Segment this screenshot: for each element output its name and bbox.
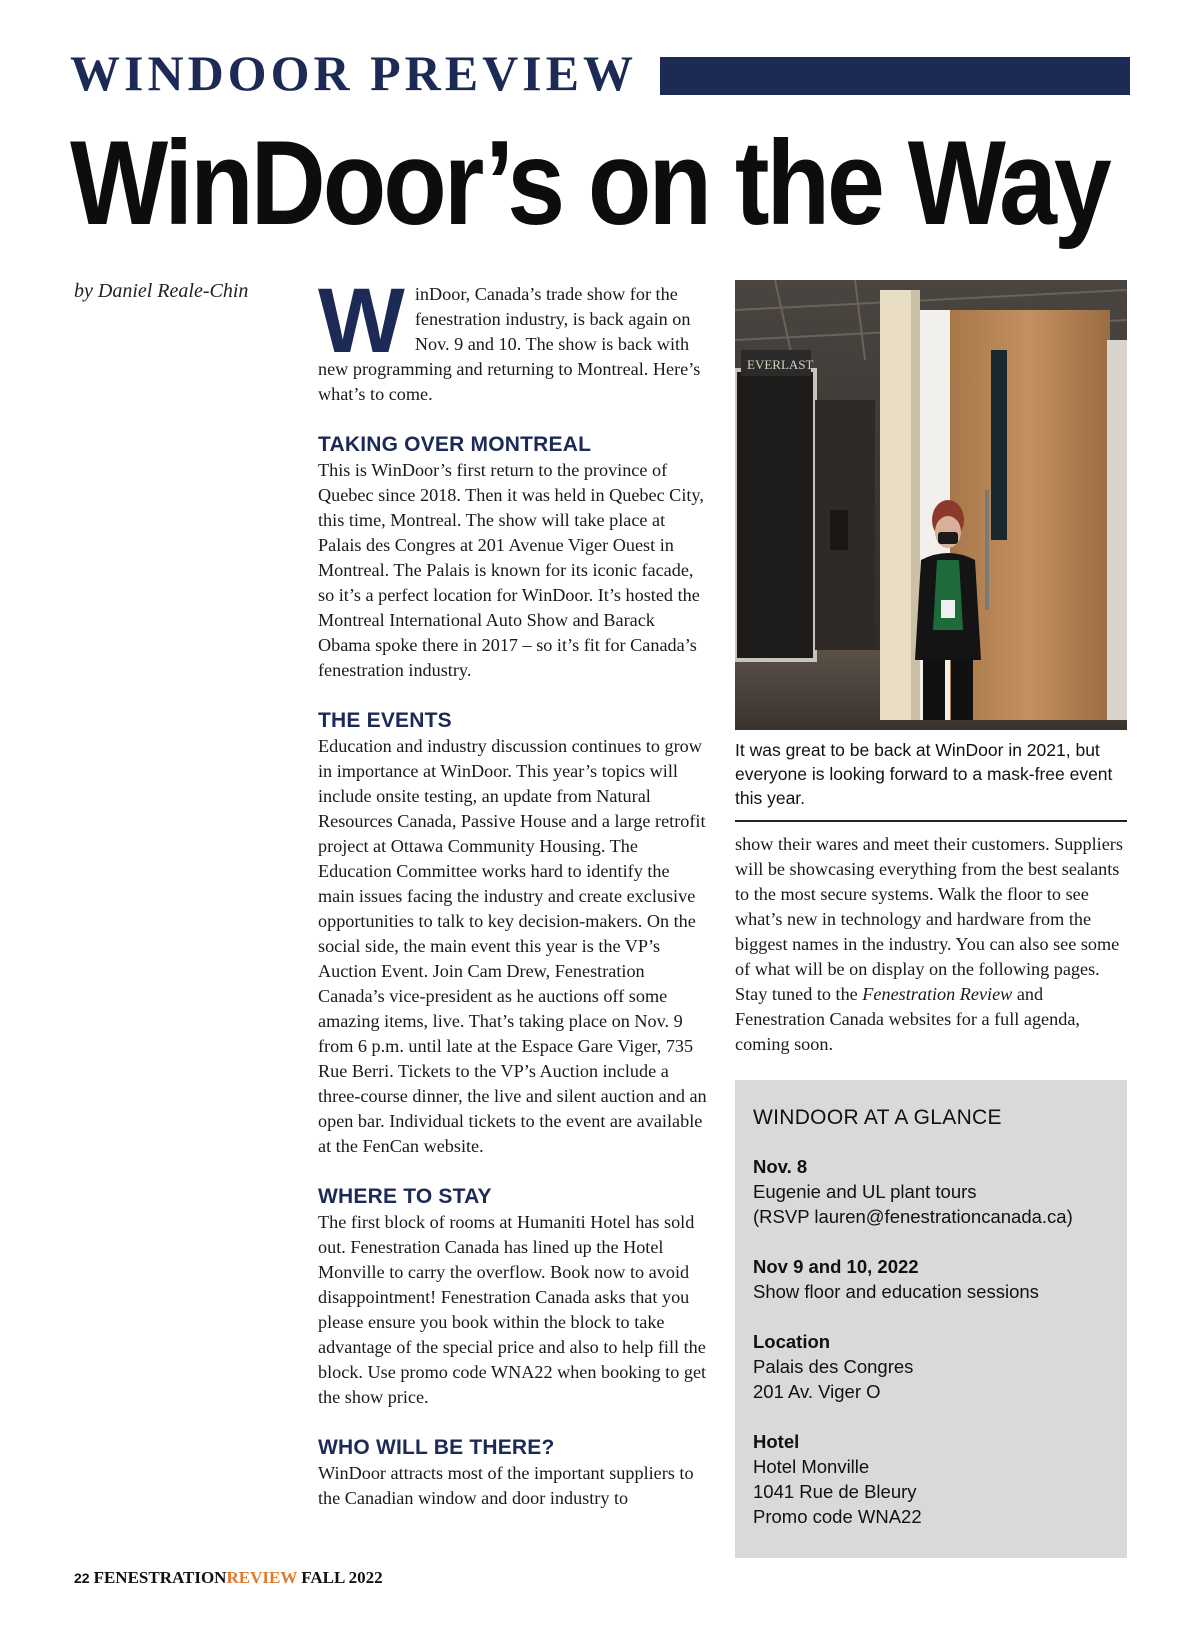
glance-item xyxy=(753,1254,1107,1304)
body-who-will-be-there-start: WinDoor attracts most of the important suppliers to the Canadian window and door industry to xyxy=(318,1463,694,1508)
drop-cap: W xyxy=(318,270,405,372)
article-column-middle xyxy=(318,270,710,1535)
glance-item-label: Nov. 8 xyxy=(753,1156,808,1177)
glance-item-line: Show floor and education sessions xyxy=(753,1281,1039,1302)
photo-caption: It was great to be back at WinDoor in 2021, but everyone is looking forward to a mask-free event this year. xyxy=(735,740,1113,808)
glance-item-line: 201 Av. Viger O xyxy=(753,1381,881,1402)
caption-divider xyxy=(735,820,1127,822)
magazine-title-italic: Fenestration Review xyxy=(862,984,1013,1004)
event-photo-illustration xyxy=(735,280,1127,730)
article-headline: WinDoor’s on the Way xyxy=(70,116,1109,251)
magazine-name-accent: REVIEW xyxy=(226,1568,298,1587)
who-continued-text-b: and Fenestration Canada websites for a full agenda, coming soon. xyxy=(735,984,1080,1054)
glance-item-line: (RSVP lauren@fenestrationcanada.ca) xyxy=(753,1206,1073,1227)
booth-sign-text: EVERLAST xyxy=(747,357,814,372)
magazine-name: FENESTRATION xyxy=(93,1568,227,1587)
glance-item-line: Palais des Congres xyxy=(753,1356,914,1377)
section-label: WINDOOR PREVIEW xyxy=(70,45,637,101)
glance-item xyxy=(753,1429,1107,1529)
heading-who-will-be-there: WHO WILL BE THERE? xyxy=(318,1436,555,1459)
glance-item-label: Location xyxy=(753,1331,831,1352)
heading-taking-over-montreal: TAKING OVER MONTREAL xyxy=(318,433,592,456)
section-label-bar xyxy=(660,57,1130,95)
body-the-events: Education and industry discussion continues to grow in importance at WinDoor. This year’s topics will include onsite testing, an update from Natural Resources Canada, Passive House and a large retrofit project at Ottawa Community Housing. The Education Committee works hard to identify the main issues facing the industry and create exclusive opportunities to talk to key decision-makers. On the social side, the main event this year is the VP’s Auction Event. Join Cam Drew, Fenestration Canada’s vice-president as he auctions off some amazing items, live. That’s taking place on Nov. 9 from 6 p.m. until late at the Espace Gare Viger, 735 Rue Berri. Tickets to the VP’s Auction include a three-course dinner, the live and silent auction and an open bar. Individual tickets to the event are available at the FenCan website. xyxy=(318,736,707,1156)
heading-where-to-stay: WHERE TO STAY xyxy=(318,1185,492,1208)
glance-item-line: 1041 Rue de Bleury xyxy=(753,1481,917,1502)
byline: by Daniel Reale-Chin xyxy=(74,280,249,302)
glance-item xyxy=(753,1329,1107,1404)
glance-item-label: Nov 9 and 10, 2022 xyxy=(753,1256,919,1277)
glance-sidebar xyxy=(735,1080,1127,1558)
glance-item-line: Promo code WNA22 xyxy=(753,1506,922,1527)
issue-label: FALL 2022 xyxy=(301,1568,383,1587)
page-footer xyxy=(74,1568,383,1588)
glance-item xyxy=(753,1154,1107,1229)
body-who-will-be-there-continued xyxy=(735,832,1127,1057)
body-taking-over-montreal: This is WinDoor’s first return to the province of Quebec since 2018. Then it was held in Quebec City, this time, Montreal. The show will take place at Palais des Congres at 201 Avenue Viger Ouest in Montreal. The Palais is known for its iconic facade, so it’s a perfect location for WinDoor. It’s hosted the Montreal International Auto Show and Barack Obama spoke there in 2017 – so it’s fit for Canada’s fenestration industry. xyxy=(318,460,704,680)
heading-the-events: THE EVENTS xyxy=(318,709,452,732)
article-column-right xyxy=(735,832,1127,1081)
intro-text: inDoor, Canada’s trade show for the fenestration industry, is back again on Nov. 9 and 10. The show is back with new programming and returning to Montreal. Here’s what’s to come. xyxy=(318,284,701,404)
glance-item-line: Eugenie and UL plant tours xyxy=(753,1181,977,1202)
who-continued-text-a: show their wares and meet their customers. Suppliers will be showcasing everything from the best sealants to the most secure systems. Walk the floor to see what’s new in technology and hardware from the biggest names in the industry. You can also see some of what will be on display on the following pages. Stay tuned to the xyxy=(735,834,1123,1004)
page-number: 22 xyxy=(74,1570,90,1586)
event-photo xyxy=(735,280,1127,730)
glance-item-line: Hotel Monville xyxy=(753,1456,870,1477)
body-where-to-stay: The first block of rooms at Humaniti Hotel has sold out. Fenestration Canada has lined up the Hotel Monville to carry the overflow. Book now to avoid disappointment! Fenestration Canada asks that you please ensure you book within the block to take advantage of the special price and also to help fill the block. Use promo code WNA22 when booking to get the show price. xyxy=(318,1212,707,1407)
glance-title: WINDOOR AT A GLANCE xyxy=(753,1106,1002,1129)
intro-paragraph xyxy=(318,270,710,407)
glance-item-label: Hotel xyxy=(753,1431,800,1452)
